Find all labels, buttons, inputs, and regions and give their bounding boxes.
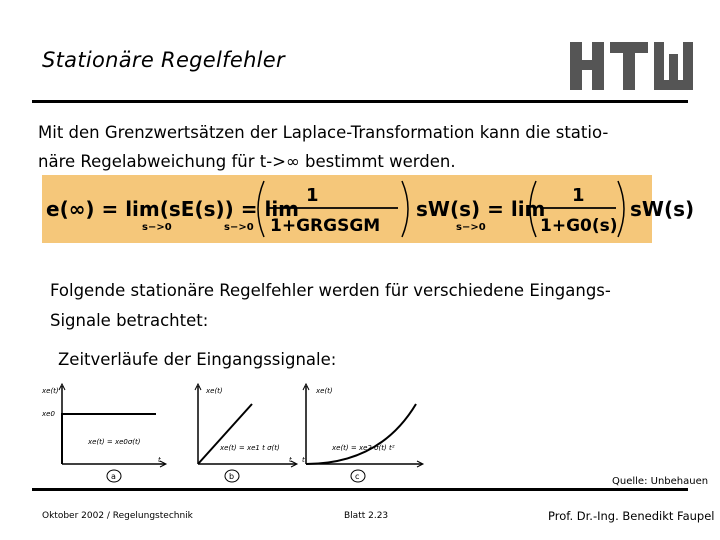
paren-right-1 [402, 181, 408, 237]
plot-a-eq: xe(t) = xe0σ(t) [88, 438, 141, 446]
formula-tail-2: sW(s) [630, 197, 695, 221]
intro-text [38, 118, 698, 176]
signals-line-1: Folgende stationäre Regelfehler werden für verschiedene Eingangs- [50, 281, 611, 300]
plot-a-level: xe0 [42, 410, 55, 418]
source-note: Quelle: Unbehauen [612, 476, 709, 487]
plot-ramp [195, 384, 297, 482]
formula [42, 175, 695, 243]
plot-b-label: b [229, 472, 235, 481]
time-response-heading: Zeitverläufe der Eingangssignale: [58, 350, 337, 369]
plot-c-eq: xe(t) = xe2 σ(t) t² [332, 444, 395, 452]
formula-sub-1: s−>0 [142, 222, 172, 233]
bottom-rule [32, 488, 688, 491]
formula-lhs: e(∞) = lim(sE(s)) = lim [46, 197, 300, 221]
denominator-1: 1+GRGSGM [270, 216, 381, 236]
intro-line-2: näre Regelabweichung für t->∞ bestimmt werden. [38, 152, 456, 171]
signals-line-2: Signale betrachtet: [50, 311, 209, 330]
footer-date: Oktober 2002 / Regelungstechnik [42, 511, 193, 521]
formula-sub-2: s−>0 [224, 222, 254, 233]
formula-tail-1: sW(s) = lim [416, 197, 546, 221]
plot-c-ylabel: xe(t) [316, 387, 333, 395]
footer-author: Prof. Dr.-Ing. Benedikt Faupel [548, 509, 715, 523]
plot-b-xlabel: t [289, 456, 292, 464]
plot-b-ylabel: xe(t) [206, 387, 223, 395]
slide-title: Stationäre Regelfehler [42, 48, 285, 72]
signals-text [50, 276, 700, 336]
plot-parabola [302, 384, 423, 482]
input-signal-plots [40, 378, 430, 486]
numerator-2: 1 [572, 185, 585, 206]
plot-c-xlabel: t [302, 456, 305, 464]
intro-line-1: Mit den Grenzwertsätzen der Laplace-Transformation kann die statio- [38, 123, 609, 142]
plot-b-eq: xe(t) = xe1 t σ(t) [220, 444, 280, 452]
plot-c-label: c [355, 472, 360, 481]
paren-right-2 [618, 181, 624, 237]
plot-a-xlabel: t [158, 456, 161, 464]
htw-logo [570, 42, 694, 90]
footer-page: Blatt 2.23 [344, 511, 389, 521]
title-rule [32, 100, 688, 103]
plot-step [41, 384, 166, 482]
formula-box [42, 175, 695, 243]
plot-a-ylabel: xe(t) [42, 387, 59, 395]
numerator-1: 1 [306, 185, 319, 206]
denominator-2: 1+G0(s) [540, 216, 618, 236]
formula-sub-3: s−>0 [456, 222, 486, 233]
plot-a-label: a [111, 472, 116, 481]
